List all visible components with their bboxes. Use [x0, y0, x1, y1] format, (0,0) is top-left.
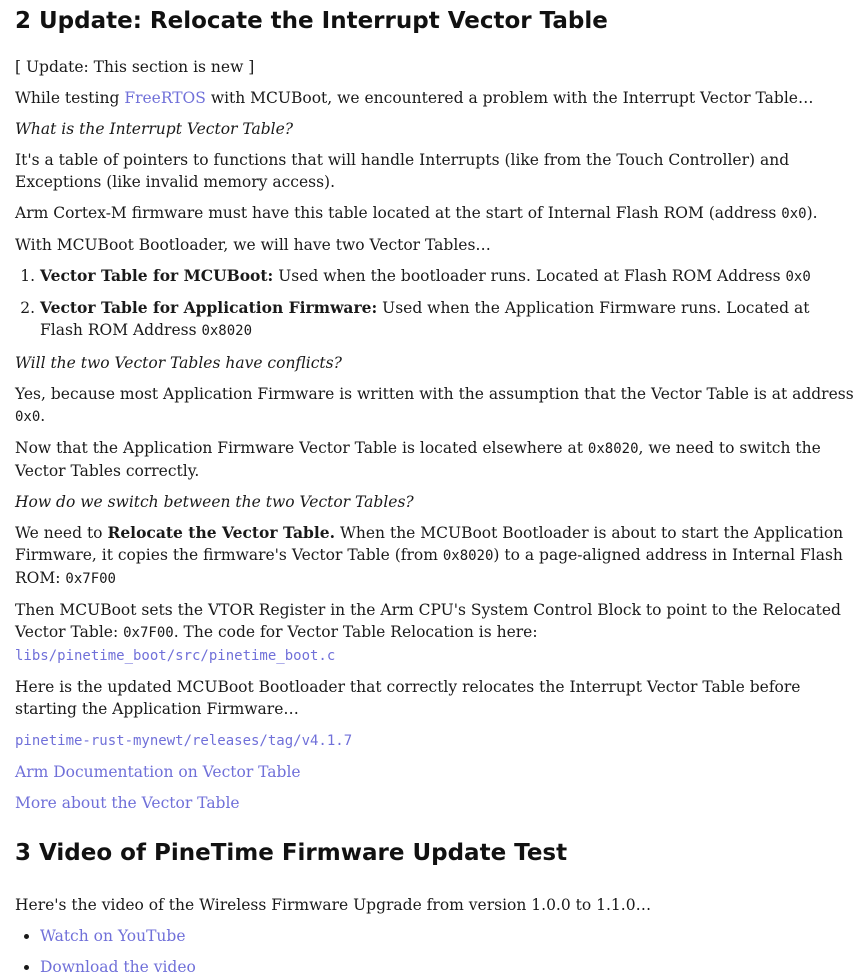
- item-title: Vector Table for Application Firmware:: [40, 298, 378, 317]
- link-code[interactable]: pinetime-rust-mynewt/releases/tag/v4.1.7: [15, 733, 353, 749]
- list-item: [40, 265, 856, 288]
- address-code: 0x7F00: [123, 625, 174, 641]
- paragraph-updated-bootloader: Here is the updated MCUBoot Bootloader that correctly relocates the Interrupt Vector Table before starting the Application Firmware…: [15, 678, 801, 718]
- list-item: [40, 297, 856, 342]
- question-what-is-ivt: What is the Interrupt Vector Table?: [15, 120, 294, 138]
- address-code: 0x0: [785, 269, 811, 285]
- text: with MCUBoot, we encountered a problem with the Interrupt Vector Table…: [205, 89, 814, 107]
- update-note: [ Update: This section is new ]: [15, 58, 255, 76]
- release-link-paragraph: [15, 729, 856, 752]
- paragraph-yes-conflicts: [15, 383, 856, 428]
- bold-text: Relocate the Vector Table.: [107, 523, 336, 542]
- text: .: [40, 407, 46, 425]
- item-title: Vector Table for MCUBoot:: [40, 266, 274, 285]
- text: Arm Cortex-M firmware must have this table located at the start of Internal Flash ROM (address: [15, 204, 782, 222]
- paragraph-vtor: [15, 599, 856, 667]
- paragraph-testing: [15, 87, 856, 109]
- list-item: [40, 956, 856, 978]
- item-text: Used when the bootloader runs. Located at Flash ROM Address: [273, 267, 786, 285]
- release-link[interactable]: [15, 731, 352, 749]
- arm-documentation-link[interactable]: Arm Documentation on Vector Table: [15, 763, 301, 781]
- address-code: 0x0: [781, 206, 807, 222]
- address-code: 0x8020: [201, 323, 253, 339]
- text: , we need to switch the Vector Tables correctly.: [15, 439, 821, 480]
- video-links-list: [15, 925, 856, 978]
- text: . The code for Vector Table Relocation is here:: [173, 623, 538, 641]
- vector-table-list: [15, 265, 856, 342]
- download-video-link[interactable]: Download the video: [40, 958, 196, 976]
- question-conflicts: Will the two Vector Tables have conflicts?: [15, 354, 342, 372]
- address-code: 0x0: [15, 409, 41, 425]
- youtube-link[interactable]: Watch on YouTube: [40, 927, 186, 945]
- list-item: [40, 925, 856, 947]
- question-how-switch: How do we switch between the two Vector Tables?: [15, 493, 414, 511]
- paragraph-video: Here's the video of the Wireless Firmware Upgrade from version 1.0.0 to 1.1.0…: [15, 896, 652, 914]
- paragraph-relocate: [15, 522, 856, 590]
- address-code: 0x8020: [587, 441, 639, 457]
- text: ) to a page-aligned address in Internal Flash ROM:: [15, 546, 843, 587]
- text: Now that the Application Firmware Vector Table is located elsewhere at: [15, 439, 588, 457]
- source-code-link[interactable]: [15, 646, 335, 664]
- text: We need to: [15, 524, 108, 542]
- paragraph-table-description: It's a table of pointers to functions that will handle Interrupts (like from the Touch Controller) and Exceptions (like invalid memory access).: [15, 151, 790, 191]
- paragraph-cortex-m: [15, 202, 856, 225]
- address-code: 0x8020: [442, 548, 494, 564]
- section-heading-video: 3 Video of PineTime Firmware Update Test: [15, 840, 568, 866]
- freertos-link[interactable]: FreeRTOS: [124, 89, 206, 107]
- text: ).: [806, 204, 818, 222]
- arm-doc-link-paragraph: [15, 761, 856, 783]
- section-heading-relocate-vector-table: 2 Update: Relocate the Interrupt Vector Table: [15, 8, 608, 34]
- text: Yes, because most Application Firmware is written with the assumption that the Vector Table is at address: [15, 385, 854, 403]
- text: When the MCUBoot Bootloader is about to start the Application Firmware, it copies the firmware's Vector Table (from: [15, 524, 844, 564]
- link-code[interactable]: libs/pinetime_boot/src/pinetime_boot.c: [15, 648, 336, 664]
- text: Then MCUBoot sets the VTOR Register in the Arm CPU's System Control Block to point to the Relocated Vector Table:: [15, 601, 841, 641]
- more-vector-link-paragraph: [15, 792, 856, 814]
- more-vector-table-link[interactable]: More about the Vector Table: [15, 794, 240, 812]
- item-text: Used when the Application Firmware runs. Located at Flash ROM Address: [40, 299, 810, 339]
- text: While testing: [15, 89, 125, 107]
- address-code: 0x7F00: [65, 571, 116, 587]
- paragraph-switch-tables: [15, 437, 856, 482]
- paragraph-two-tables: With MCUBoot Bootloader, we will have two Vector Tables…: [15, 236, 491, 254]
